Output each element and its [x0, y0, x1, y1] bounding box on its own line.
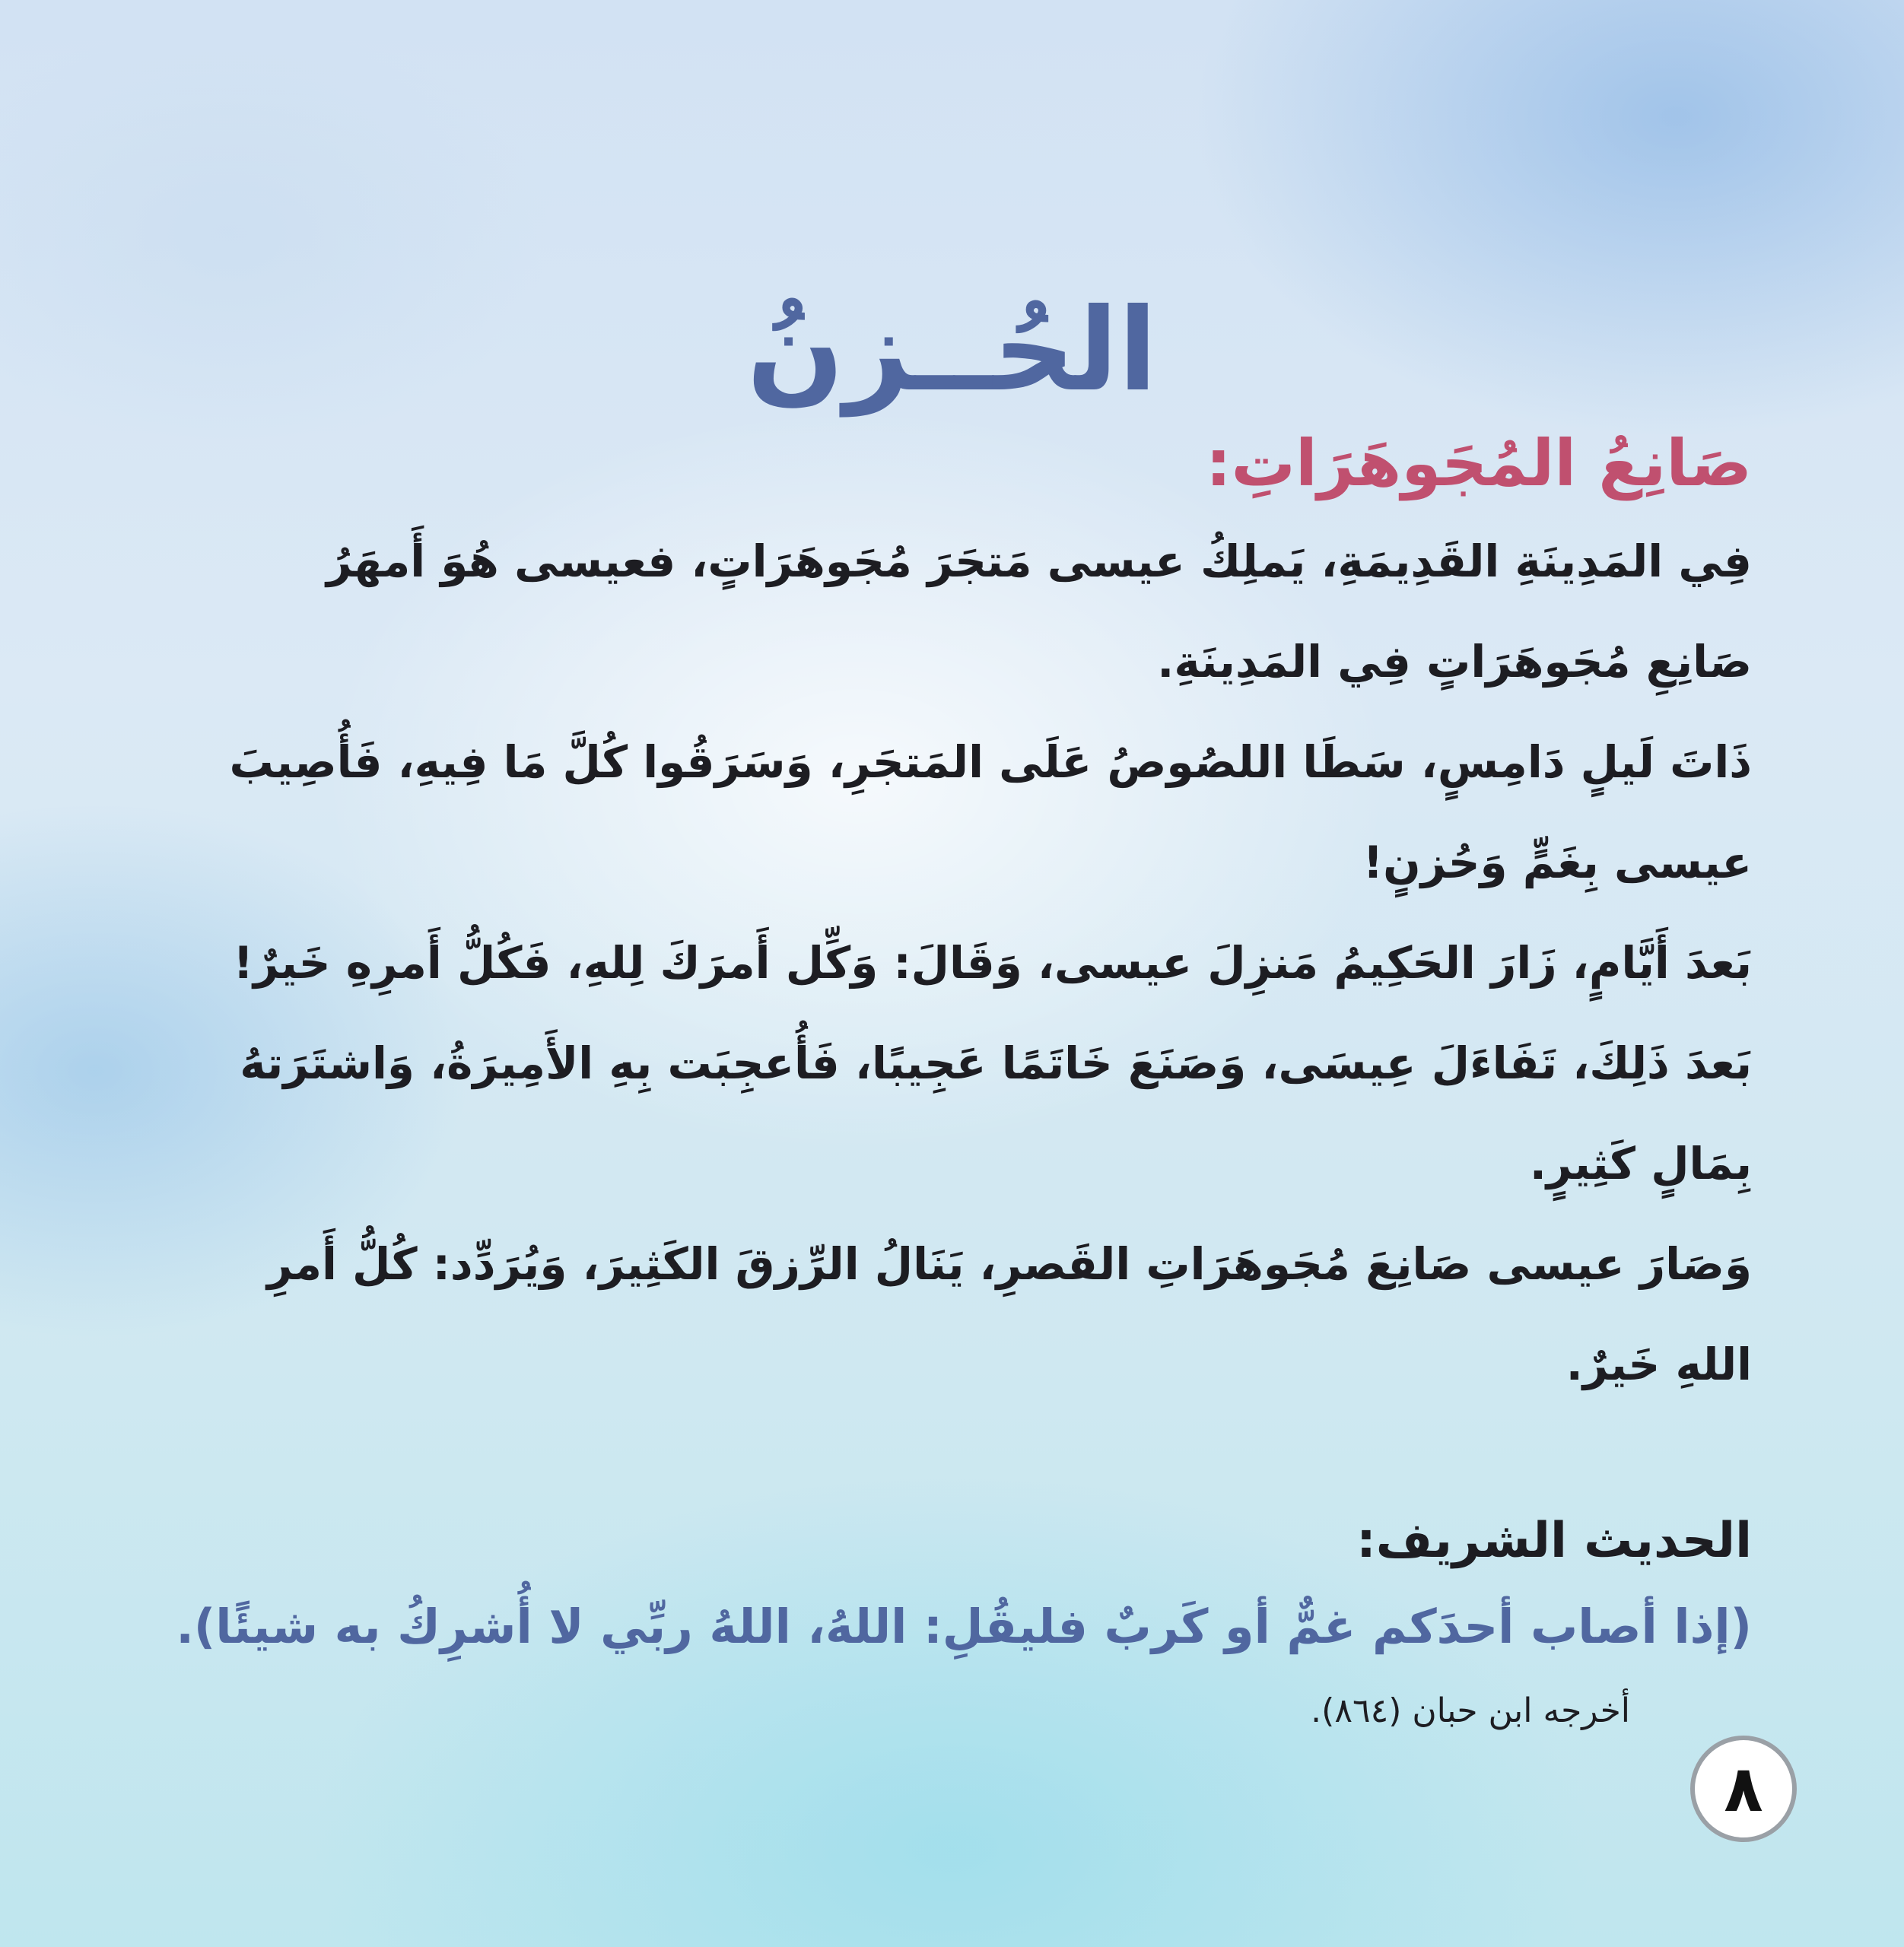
hadith-citation: أخرجه ابن حبان (٨٦٤). [1311, 1691, 1630, 1731]
story-line: بَعدَ ذَلِكَ، تَفَاءَلَ عِيسَى، وَصَنَعَ خَاتَمًا عَجِيبًا، فَأُعجِبَت بِهِ الأَمِيرَةُ، وَاشتَرَتهُ بِمَالٍ كَثِيرٍ. [240, 1037, 1752, 1190]
hadith-heading: الحديث الشريف: [1356, 1513, 1752, 1570]
page-number-badge: ٨ [1690, 1736, 1797, 1842]
story-heading: صَانِعُ المُجَوهَرَاتِ: [1205, 426, 1752, 500]
page-title: الحُــزنُ [746, 284, 1158, 417]
story-line: وَصَارَ عيسى صَانِعَ مُجَوهَرَاتِ القَصرِ، يَنَالُ الرِّزقَ الكَثِيرَ، وَيُرَدِّد: كُلُّ أَمرِ اللهِ خَيرٌ. [266, 1238, 1752, 1391]
story-line: ذَاتَ لَيلٍ دَامِسٍ، سَطَا اللصُوصُ عَلَى المَتجَرِ، وَسَرَقُوا كُلَّ مَا فِيهِ، فَأُصِيبَ عيسى بِغَمٍّ وَحُزنٍ! [229, 736, 1752, 889]
story-line: بَعدَ أَيَّامٍ، زَارَ الحَكِيمُ مَنزِلَ عيسى، وَقَالَ: وَكِّل أَمرَكَ لِلهِ، فَكُلُّ أَمرِهِ خَيرٌ! [233, 937, 1752, 989]
hadith-text: (إذا أصاب أحدَكم غمٌّ أو كَربٌ فليقُلِ: اللهُ، اللهُ ربِّي لا أُشرِكُ به شيئًا). [176, 1599, 1752, 1655]
story-content [137, 422, 1752, 1736]
story-line: فِي المَدِينَةِ القَدِيمَةِ، يَملِكُ عيسى مَتجَرَ مُجَوهَرَاتٍ، فعيسى هُوَ أَمهَرُ صَانِعِ مُجَوهَرَاتٍ فِي المَدِينَةِ. [326, 535, 1752, 688]
